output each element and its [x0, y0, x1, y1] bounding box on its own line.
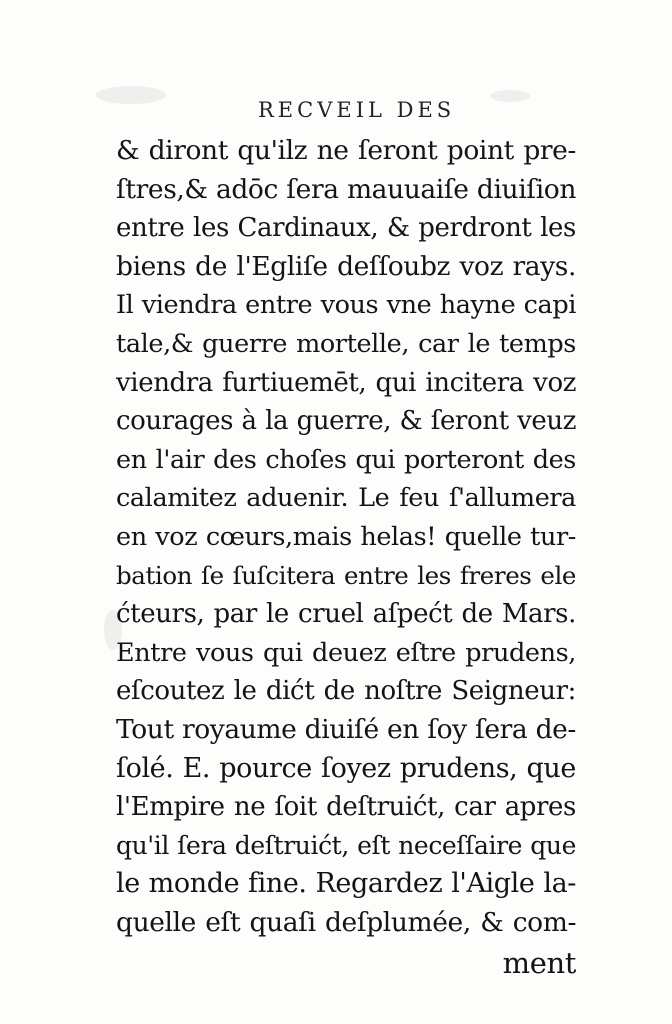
text-line: entre les Cardinaux, & perdront les	[116, 213, 576, 244]
text-line: biens de l'Egliſe deſſoubz voz rays.	[116, 250, 576, 282]
body-text	[116, 132, 576, 983]
text-line: ſolé. E. pource ſoyez prudens, que	[116, 752, 576, 784]
text-line: qu'il ſera deſtruićt, eſt neceſſaire que	[116, 830, 576, 860]
text-line: Tout royaume diuiſé en ſoy ſera de-	[116, 713, 576, 745]
paper-speckle	[96, 86, 166, 104]
text-line: en voz cœurs,mais helas! quelle tur-	[116, 521, 576, 552]
text-line: le monde fine. Regardez l'Aigle la-	[116, 868, 576, 900]
text-line: en l'air des choſes qui porteront des	[116, 444, 576, 475]
paper-speckle	[490, 90, 530, 102]
text-line: & diront qu'ilz ne ſeront point pre-	[116, 135, 576, 166]
text-line: l'Empire ne ſoit deſtruićt, car apres	[116, 792, 576, 823]
text-line: eſcoutez le dićt de noſtre Seigneur:	[116, 676, 576, 707]
text-line: tale,& guerre mortelle, car le temps	[116, 328, 576, 359]
catchword: ment	[502, 946, 576, 981]
running-head: RECVEIL DES	[258, 98, 456, 122]
text-line: ćteurs, par le cruel aſpećt de Mars.	[116, 599, 576, 630]
text-line: Entre vous qui deuez eſtre prudens,	[116, 637, 576, 668]
text-line: ſtres,& adōc ſera mauuaiſe diuiſion	[116, 173, 576, 205]
text-line: Il viendra entre vous vne hayne capi	[116, 290, 576, 321]
text-line: quelle eſt quaſi deſplumée, & com-	[116, 906, 576, 938]
text-line: courages à la guerre, & ſeront veuz	[116, 406, 576, 437]
text-line: calamitez aduenir. Le feu ſ'allumera	[116, 483, 576, 514]
text-line: bation ſe ſuſcitera entre les freres ele	[116, 560, 576, 590]
text-line: viendra furtiuemēt, qui incitera voz	[116, 367, 576, 398]
